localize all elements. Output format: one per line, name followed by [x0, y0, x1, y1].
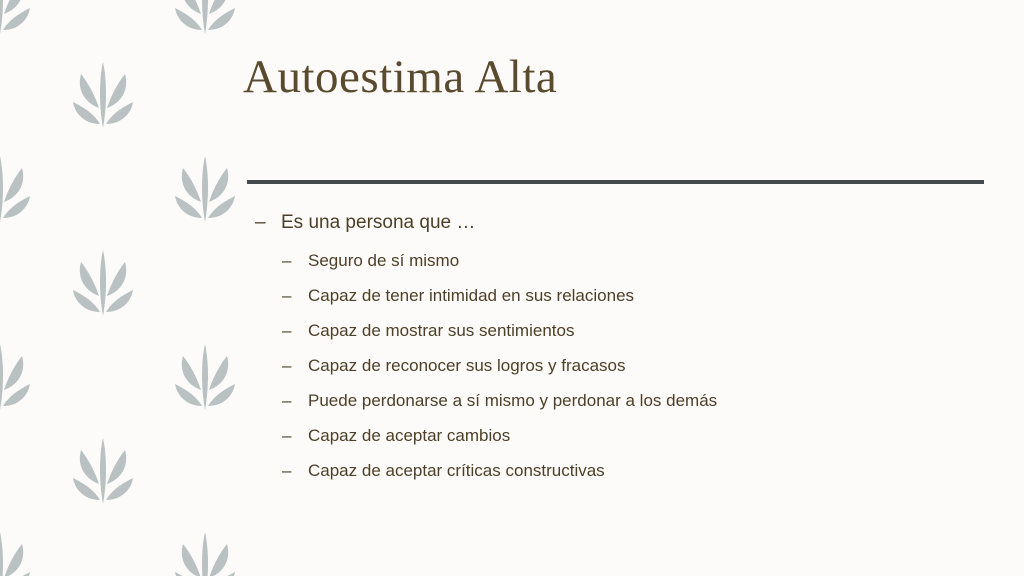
- bullet-marker: –: [282, 461, 292, 480]
- leaf-sprig-icon: [175, 156, 235, 222]
- list-item-text: Capaz de aceptar cambios: [308, 426, 511, 445]
- list-item-text: Capaz de aceptar críticas constructivas: [308, 461, 605, 480]
- bullet-marker: –: [282, 251, 292, 270]
- list-item-text: Es una persona que …: [281, 212, 476, 233]
- leaf-sprig-icon: [73, 250, 133, 316]
- leaf-sprig-icon: [0, 344, 30, 410]
- bullet-marker: –: [282, 286, 292, 305]
- leaf-sprig-icon: [73, 438, 133, 504]
- leaf-sprig-icon: [0, 532, 30, 576]
- list-item-text: Seguro de sí mismo: [308, 251, 460, 270]
- leaf-pattern-decoration: [0, 0, 240, 576]
- leaf-sprig-icon: [175, 0, 235, 34]
- leaf-sprig-icon: [0, 156, 30, 222]
- title-divider: [247, 180, 984, 184]
- bullet-marker: –: [282, 321, 292, 340]
- list-item-text: Capaz de reconocer sus logros y fracasos: [308, 356, 626, 375]
- leaf-sprig-icon: [0, 0, 30, 34]
- list-item-text: Puede perdonarse a sí mismo y perdonar a los demás: [308, 391, 718, 410]
- leaf-sprig-icon: [175, 344, 235, 410]
- bullet-marker: –: [255, 212, 266, 233]
- list-item-text: Capaz de mostrar sus sentimientos: [308, 321, 575, 340]
- bullet-marker: –: [282, 356, 292, 375]
- bullet-marker: –: [282, 426, 292, 445]
- list-item-text: Capaz de tener intimidad en sus relaciones: [308, 286, 635, 305]
- leaf-sprig-icon: [73, 62, 133, 128]
- leaf-sprig-icon: [175, 532, 235, 576]
- bullet-marker: –: [282, 391, 292, 410]
- slide-title: Autoestima Alta: [243, 51, 558, 103]
